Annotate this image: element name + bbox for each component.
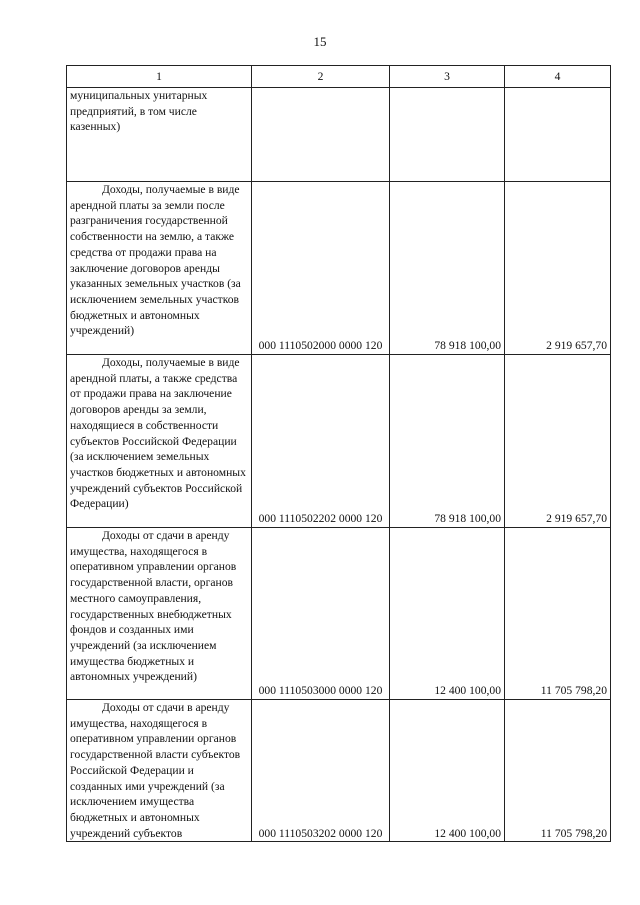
table-row <box>67 700 611 842</box>
amount-column-3-cell: 78 918 100,00 <box>390 182 505 355</box>
column-header-3: 3 <box>390 66 505 88</box>
budget-code-cell <box>252 88 390 182</box>
amount-column-3-cell <box>390 88 505 182</box>
revenue-name-cell <box>67 528 252 700</box>
amount-column-4-cell: 2 919 657,70 <box>505 182 611 355</box>
amount-column-4-cell: 11 705 798,20 <box>505 700 611 842</box>
amount-column-4-cell: 2 919 657,70 <box>505 355 611 528</box>
column-header-4: 4 <box>505 66 611 88</box>
revenue-name-continuation: имущества, находящегося в оперативном управлении органов государственной власти субъектов Российской Федерации и созданных ими учреждений (за исключением имущества бюджетных и автономных учреждений субъектов <box>70 716 241 840</box>
table-header-row <box>67 66 611 88</box>
amount-column-4-cell: 11 705 798,20 <box>505 528 611 700</box>
amount-column-4-cell <box>505 88 611 182</box>
budget-code-cell: 000 1110503000 0000 120 <box>252 528 390 700</box>
revenue-name-cell <box>67 88 252 182</box>
revenue-name-first-line: Доходы, получаемые в виде <box>102 183 240 196</box>
column-header-2: 2 <box>252 66 390 88</box>
table-row <box>67 355 611 528</box>
table-row <box>67 182 611 355</box>
amount-column-3-cell: 12 400 100,00 <box>390 528 505 700</box>
revenue-name-continuation: муниципальных унитарных предприятий, в том числе казенных) <box>70 89 208 134</box>
revenue-name-first-line: Доходы от сдачи в аренду <box>102 701 230 714</box>
budget-code-cell: 000 1110503202 0000 120 <box>252 700 390 842</box>
table-row <box>67 88 611 182</box>
revenue-name-cell <box>67 355 252 528</box>
revenue-name-cell <box>67 182 252 355</box>
page-number: 15 <box>313 34 327 49</box>
table-row <box>67 528 611 700</box>
budget-code-cell: 000 1110502000 0000 120 <box>252 182 390 355</box>
budget-code-cell: 000 1110502202 0000 120 <box>252 355 390 528</box>
revenue-name-first-line: Доходы от сдачи в аренду <box>102 529 230 542</box>
column-header-1: 1 <box>67 66 252 88</box>
revenue-name-first-line: Доходы, получаемые в виде <box>102 356 240 369</box>
revenue-name-continuation: имущества, находящегося в оперативном управлении органов государственной власти, органов местного самоуправления, государственных внебюджетных фондов и созданных ими учреждений (за исключением имущества бюджетных и автономных учреждений) <box>70 544 237 684</box>
revenue-name-cell <box>67 700 252 842</box>
amount-column-3-cell: 12 400 100,00 <box>390 700 505 842</box>
revenue-name-continuation: арендной платы, а также средства от продажи права на заключение договоров аренды за земли, находящиеся в собственности субъектов Российской Федерации (за исключением земельных участков бюджетных и автономных учреждений субъектов Российской Федерации) <box>70 371 246 511</box>
amount-column-3-cell: 78 918 100,00 <box>390 355 505 528</box>
revenue-table <box>66 65 611 842</box>
revenue-name-continuation: арендной платы за земли после разграничения государственной собственности на землю, а также средства от продажи права на заключение договоров аренды указанных земельных участков (за исключением земельных участков бюджетных и автономных учреждений) <box>70 198 241 338</box>
